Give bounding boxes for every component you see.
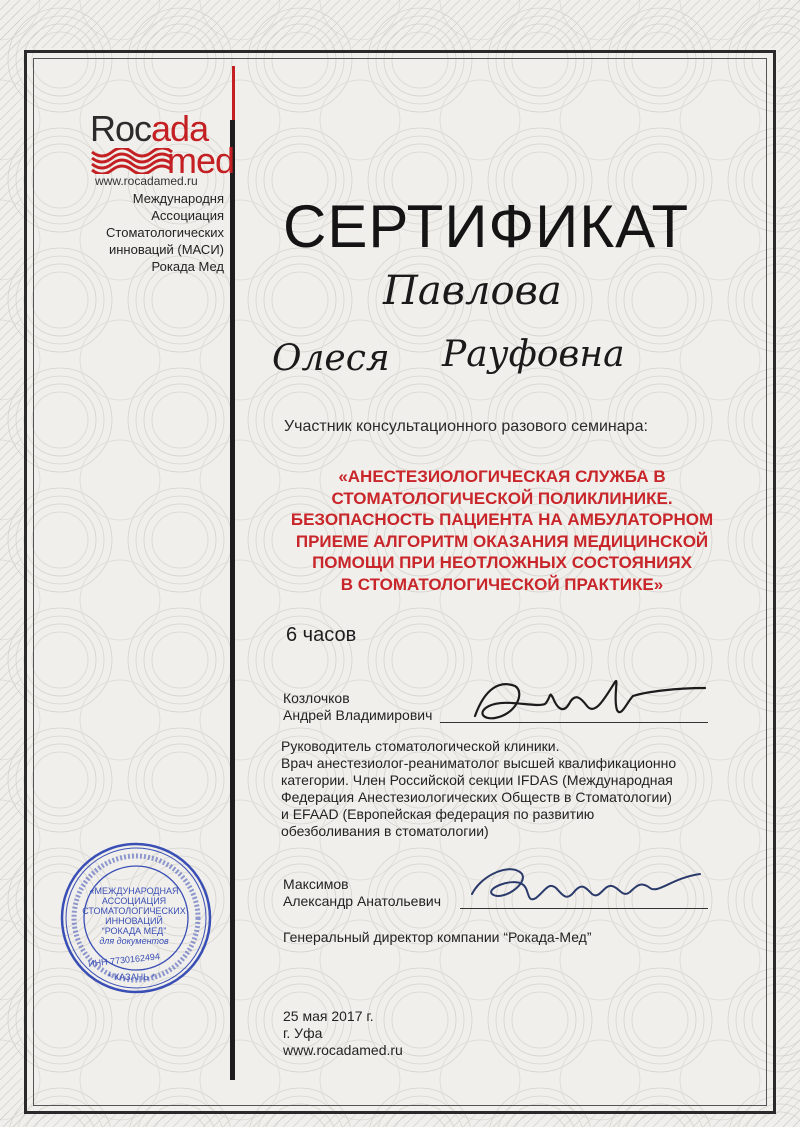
- signer1-full-name: Андрей Владимирович: [283, 707, 433, 723]
- association-line: Международня: [132, 191, 224, 206]
- recipient-first-name: Олеся: [272, 338, 390, 379]
- seminar-line: БЕЗОПАСНОСТЬ ПАЦИЕНТА НА АМБУЛАТОРНОМ: [290, 510, 714, 529]
- association-line: инноваций (МАСИ): [108, 242, 224, 257]
- seminar-line: СТОМАТОЛОГИЧЕСКОЙ ПОЛИКЛИНИКЕ.: [331, 488, 673, 508]
- recipient-patronymic: Рауфовна: [442, 334, 625, 375]
- footer: [283, 1008, 403, 1059]
- signer1-signature-icon: [455, 668, 715, 730]
- logo-text-med: med: [166, 140, 234, 181]
- logo-text-roc: Roc: [90, 108, 152, 149]
- stamp-line: «МЕЖДУНАРОДНАЯ: [89, 886, 179, 896]
- participant-text: Участник консультационного разового семинара:: [284, 418, 648, 435]
- red-accent-rule: [232, 66, 235, 122]
- vertical-divider: [230, 120, 235, 1080]
- association-line: Стоматологических: [106, 225, 224, 240]
- logo-url: www.rocadamed.ru: [95, 174, 198, 188]
- association-line: Ассоциация: [151, 208, 224, 223]
- signer2-signature-icon: [462, 854, 712, 920]
- footer-url: www.rocadamed.ru: [283, 1042, 403, 1058]
- issue-date: 25 мая 2017 г.: [283, 1008, 374, 1024]
- stamp-line: СТОМАТОЛОГИЧЕСКИХ: [82, 906, 186, 916]
- stamp-line: для документов: [99, 936, 169, 946]
- signer2-name-block: [283, 876, 441, 910]
- recipient-surname: Павлова: [383, 268, 562, 314]
- description-line: Федерация Анестезиологических Обществ в Стоматологии): [281, 789, 672, 805]
- signer1-name-block: [283, 690, 432, 724]
- seminar-line: «АНЕСТЕЗИОЛОГИЧЕСКАЯ СЛУЖБА В: [338, 467, 666, 486]
- certificate-title: СЕРТИФИКАТ: [283, 193, 690, 260]
- hours-count: 6 часов: [286, 624, 357, 646]
- association-name: [60, 190, 224, 275]
- description-line: Руководитель стоматологической клиники.: [281, 738, 560, 754]
- seminar-title: [252, 466, 752, 595]
- stamp-text: [64, 886, 204, 946]
- signer2-position: Генеральный директор компании “Рокада-Мед”: [283, 929, 592, 945]
- stamp-line: ИННОВАЦИЙ: [105, 916, 163, 926]
- stamp-line: “РОКАДА МЕД”: [101, 926, 167, 936]
- description-line: обезболивания в стоматологии): [281, 823, 489, 839]
- description-line: и EFAAD (Европейская федерация по развитию: [281, 806, 595, 822]
- description-line: категории. Член Российской секции IFDAS (Международная: [281, 772, 673, 788]
- logo-text-ada: ada: [151, 108, 209, 149]
- seminar-line: ПОМОЩИ ПРИ НЕОТЛОЖНЫХ СОСТОЯНИЯХ: [312, 553, 692, 572]
- signer2-surname: Максимов: [283, 876, 349, 892]
- signer1-surname: Козлочков: [283, 690, 350, 706]
- stamp-inn: ИНН 7730162494: [87, 951, 161, 969]
- signer1-description: [281, 738, 800, 840]
- seminar-line: ПРИЕМЕ АЛГОРИТМ ОКАЗАНИЯ МЕДИЦИНСКОЙ: [295, 531, 709, 551]
- stamp-line: АССОЦИАЦИЯ: [101, 896, 167, 906]
- description-line: Врач анестезиолог-реаниматолог высшей квалификационно: [281, 755, 677, 771]
- stamp-city: * КАЗАНЬ *: [108, 972, 155, 982]
- association-line: Рокада Мед: [151, 259, 224, 274]
- seminar-line: В СТОМАТОЛОГИЧЕСКОЙ ПРАКТИКЕ»: [340, 574, 664, 594]
- signer2-full-name: Александр Анатольевич: [283, 893, 442, 909]
- issue-city: г. Уфа: [283, 1025, 323, 1041]
